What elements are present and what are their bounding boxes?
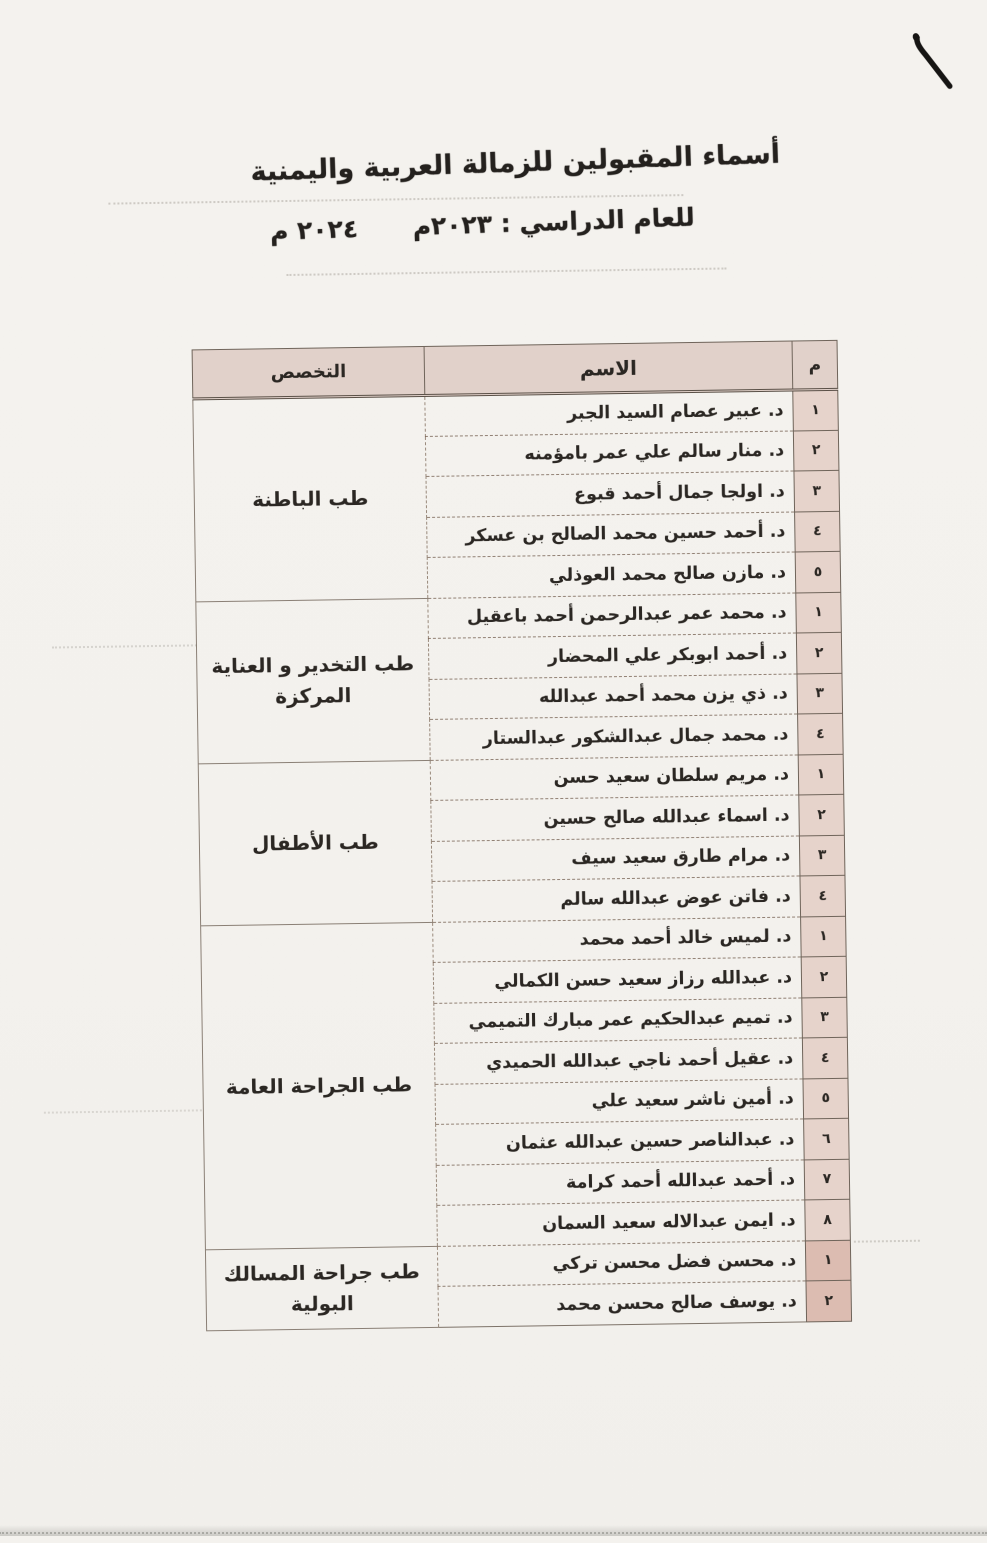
- row-number-cell: ٣: [798, 673, 844, 714]
- candidate-name-cell: د. محمد عمر عبدالرحمن أحمد باعقيل: [429, 592, 798, 638]
- candidate-name-cell: د. محسن فضل محسن تركي: [438, 1240, 807, 1286]
- candidates-table-wrap: [194, 340, 853, 1331]
- row-number-cell: ٦: [805, 1118, 851, 1159]
- row-number-cell: ١: [797, 592, 843, 633]
- row-number-cell: ٣: [800, 835, 846, 876]
- candidate-name-cell: د. مازن صالح محمد العوذلي: [428, 552, 797, 598]
- specialty-cell: طب الباطنة: [194, 395, 429, 601]
- row-number-cell: ٤: [796, 511, 842, 552]
- row-number-cell: ٢: [800, 794, 846, 835]
- row-number-cell: ٨: [806, 1199, 852, 1240]
- title-line-2: [203, 200, 764, 248]
- row-number-cell: ٥: [804, 1078, 850, 1119]
- document-title: [236, 138, 799, 247]
- candidate-name-cell: د. ايمن عبدالاله سعيد السمان: [438, 1200, 807, 1246]
- candidate-name-cell: د. لميس خالد أحمد محمد: [434, 916, 803, 962]
- row-number-cell: ٤: [803, 1037, 849, 1078]
- row-number-cell: ١: [794, 389, 840, 430]
- candidate-name-cell: د. اولجا جمال أحمد قبوع: [427, 471, 796, 517]
- row-number-cell: ٤: [799, 713, 845, 754]
- column-header-specialty: التخصص: [193, 346, 426, 398]
- candidate-name-cell: د. ذي يزن محمد أحمد عبدالله: [430, 673, 799, 719]
- candidate-name-cell: د. أحمد عبدالله أحمد كرامة: [437, 1159, 806, 1205]
- candidate-name-cell: د. اسماء عبدالله صالح حسين: [432, 795, 801, 841]
- academic-year-start: ٢٠٢٣م: [413, 209, 494, 242]
- academic-year-prefix: للعام الدراسي :: [492, 202, 697, 239]
- candidate-name-cell: د. أمين ناشر سعيد علي: [436, 1078, 805, 1124]
- scan-artifact-line: [287, 267, 727, 276]
- candidate-name-cell: د. فاتن عوض عبدالله سالم: [433, 876, 802, 922]
- academic-year-end: ٢٠٢٤ م: [270, 214, 360, 246]
- scan-bottom-edge-dots: [0, 1532, 988, 1534]
- row-number-cell: ٢: [794, 430, 840, 471]
- candidate-name-cell: د. تميم عبدالحكيم عمر مبارك التميمي: [435, 997, 804, 1043]
- specialty-cell: طب الجراحة العامة: [202, 922, 439, 1249]
- title-line-1: أسماء المقبولين للزمالة العربية واليمنية: [251, 138, 782, 188]
- row-number-cell: ١: [806, 1240, 852, 1281]
- column-header-index: م: [793, 340, 839, 390]
- row-number-cell: ٢: [807, 1280, 853, 1321]
- specialty-cell: طب الأطفال: [199, 760, 433, 925]
- candidate-name-cell: د. مرام طارق سعيد سيف: [432, 835, 801, 881]
- row-number-cell: ٣: [795, 470, 841, 511]
- candidate-name-cell: د. أحمد حسين محمد الصالح بن عسكر: [428, 511, 797, 557]
- scan-artifact-line: [53, 644, 198, 648]
- row-number-cell: ٢: [797, 632, 843, 673]
- candidates-table: [193, 340, 853, 1331]
- row-number-cell: ٣: [803, 997, 849, 1038]
- candidate-name-cell: د. مريم سلطان سعيد حسن: [431, 754, 800, 800]
- column-header-name: الاسم: [425, 341, 794, 395]
- row-number-cell: ٢: [802, 956, 848, 997]
- candidate-name-cell: د. عقيل أحمد ناجي عبدالله الحميدي: [435, 1038, 804, 1084]
- candidate-name-cell: د. عبدالله رزاز سعيد حسن الكمالي: [434, 957, 803, 1003]
- candidate-name-cell: د. أحمد ابوبكر علي المحضار: [429, 633, 798, 679]
- row-number-cell: ١: [802, 916, 848, 957]
- specialty-cell: طب جراحة المسالك البولية: [206, 1246, 439, 1330]
- pen-mark-icon: [905, 29, 962, 96]
- scan-artifact-line: [855, 1240, 921, 1243]
- candidate-name-cell: د. عبير عصام السيد الجبر: [426, 390, 795, 436]
- scan-bottom-edge: [0, 1525, 988, 1536]
- candidate-name-cell: د. محمد جمال عبدالشكور عبدالستار: [431, 714, 800, 760]
- row-number-cell: ٤: [801, 875, 847, 916]
- row-number-cell: ١: [799, 754, 845, 795]
- row-number-cell: ٥: [796, 551, 842, 592]
- candidate-name-cell: د. عبدالناصر حسين عبدالله عثمان: [437, 1119, 806, 1165]
- row-number-cell: ٧: [805, 1159, 851, 1200]
- candidate-name-cell: د. يوسف صالح محسن محمد: [439, 1281, 808, 1327]
- scan-artifact-line: [45, 1109, 203, 1113]
- candidate-name-cell: د. منار سالم علي عمر بامؤمنه: [426, 431, 795, 477]
- specialty-cell: طب التخدير و العناية المركزة: [197, 598, 431, 763]
